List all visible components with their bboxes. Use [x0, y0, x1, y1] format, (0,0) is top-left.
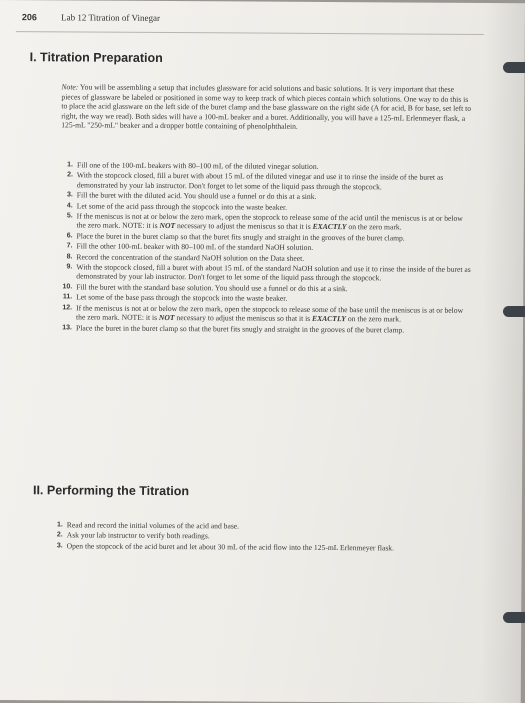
step-number: 13.: [62, 323, 73, 331]
step-number: 4.: [66, 202, 73, 210]
page-number: 206: [21, 12, 37, 23]
step-number: 6.: [66, 232, 73, 240]
emphasis-text: NOT: [159, 221, 176, 231]
emphasis-text: EXACTLY: [312, 222, 347, 232]
step-text: Let some of the base pass through the stopcock into the waste beaker.: [76, 292, 288, 304]
step-text: Record the concentration of the standard NaOH solution on the Data sheet.: [76, 252, 305, 263]
step-number: 1.: [56, 521, 63, 529]
step-number: 8.: [66, 253, 73, 261]
step-text: With the stopcock closed, fill a buret with about 15 mL of the diluted vinegar and use it to rinse the inside of the buret as demonstrated by your lab instructor. Don't forget to let some of the liquid pass through the stopcock.: [76, 170, 444, 192]
step-text: If the meniscus is not at or below the zero mark, open the stopcock to release some of the base until the meniscus is at or below the zero mark. NOTE: it is: [76, 303, 464, 323]
preparation-steps: [56, 160, 473, 335]
step-text: Fill the buret with the standard base solution. You should use a funnel or do this at a sink.: [76, 282, 348, 294]
running-title: Lab 12 Titration of Vinegar: [61, 12, 161, 23]
step-number: 3.: [66, 191, 73, 199]
step-number: 2.: [67, 171, 73, 179]
note-lead: Note:: [61, 82, 79, 92]
list-item: [57, 211, 473, 232]
header-rule: [16, 31, 484, 35]
step-number: 7.: [66, 242, 73, 250]
section-title-preparation: I. Titration Preparation: [29, 50, 163, 65]
step-number: 10.: [62, 283, 73, 291]
step-text: on the zero mark.: [346, 222, 402, 232]
note-text: You will be assembling a setup that includes glassware for acid solutions and basic solutions. It is very important that these pieces of glassware be labeled or positioned in some way to keep track of which pieces contain which solutions. One way to do this is to place the acid glassware on the left side of the buret clamp and the base glassware on the right side (A for acid, B for base, set left to right, the way we read). Both sides will have a 100-mL beaker and a buret. Additionally, you will have a 125-mL Erlenmeyer flask, a 125-mL "250-mL" beaker and a dropper bottle containing of phenolphthalein.: [61, 82, 472, 132]
step-text: Place the buret in the buret clamp so that the buret fits snugly and straight in the grooves of the buret clamp.: [76, 231, 405, 243]
emphasis-text: NOT: [158, 313, 175, 323]
list-item: [56, 262, 472, 283]
step-number: 11.: [62, 293, 73, 301]
section-title-titration: II. Performing the Titration: [32, 483, 190, 499]
step-text: Open the stopcock of the acid buret and let about 30 mL of the acid flow into the 125-mL Erlenmeyer flask.: [66, 541, 395, 553]
list-item: [47, 541, 463, 553]
list-item: [56, 303, 472, 324]
running-head: [22, 12, 160, 23]
binder-hole-top: [503, 62, 525, 73]
step-text: With the stopcock closed, fill a buret with about 15 mL of the standard NaOH solution and use it to rinse the inside of the buret as demonstrated by your lab instructor. Don't forget to let some of the liquid pass through the stopcock.: [76, 262, 471, 283]
list-item: [57, 171, 473, 192]
step-text: necessary to adjust the meniscus so that it is: [174, 313, 313, 324]
step-number: 3.: [56, 542, 63, 550]
step-text: Fill one of the 100-mL beakers with 80–100 mL of the diluted vinegar solution.: [76, 160, 319, 171]
step-text: Ask your lab instructor to verify both readings.: [66, 530, 210, 541]
step-text: on the zero mark.: [345, 314, 402, 324]
step-number: 1.: [67, 161, 74, 169]
step-number: 12.: [62, 304, 73, 312]
step-text: Let some of the acid pass through the stopcock into the waste beaker.: [76, 201, 288, 212]
step-text: Place the buret in the buret clamp so that the buret fits snugly and straight in the grooves of the buret clamp.: [75, 322, 405, 334]
binder-hole-bottom: [503, 612, 525, 623]
step-text: Read and record the initial volumes of the acid and base.: [66, 520, 240, 531]
step-number: 5.: [66, 212, 73, 220]
step-text: If the meniscus is not at or below the zero mark, open the stopcock to release some of the acid until the meniscus is at or below the zero mark. NOTE: it is: [76, 211, 463, 231]
step-text: Fill the other 100-mL beaker with 80–100 mL of the standard NaOH solution.: [76, 241, 314, 253]
step-text: necessary to adjust the meniscus so that it is: [175, 221, 313, 232]
step-number: 9.: [66, 263, 73, 271]
step-text: Fill the buret with the diluted acid. You should use a funnel or do this at a sink.: [76, 190, 317, 202]
titration-steps: [47, 520, 463, 554]
page-shadow: [481, 3, 525, 703]
note-paragraph: [61, 82, 473, 132]
emphasis-text: EXACTLY: [312, 314, 346, 324]
list-item: [56, 323, 472, 335]
step-number: 2.: [56, 531, 63, 539]
binder-hole-middle: [503, 306, 525, 317]
